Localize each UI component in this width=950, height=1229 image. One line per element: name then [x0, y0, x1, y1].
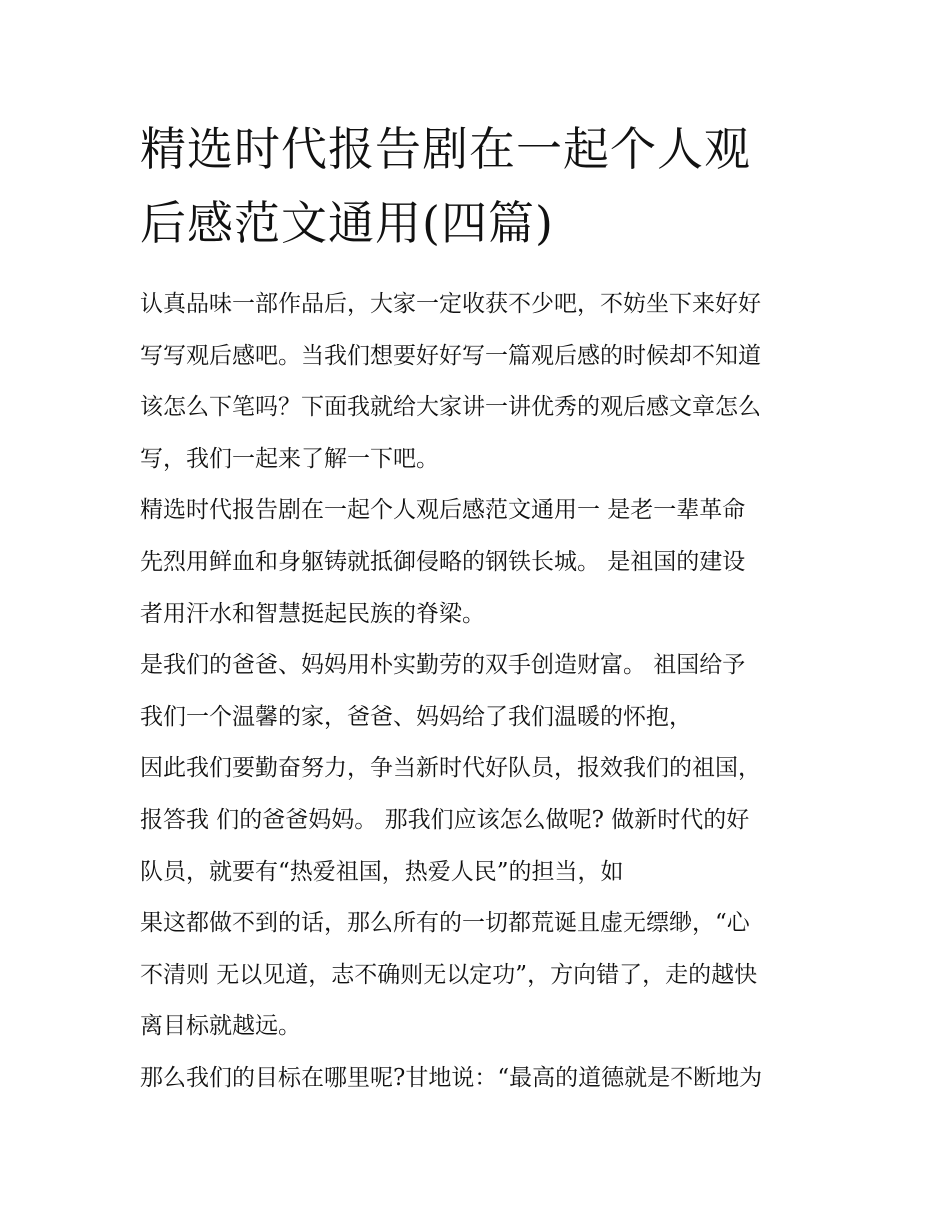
body-line: 因此我们要勤奋努力，争当新时代好队员，报效我们的祖国， [140, 755, 761, 782]
document-title [140, 112, 820, 260]
body-line: 写写观后感吧。当我们想要好好写一篇观后感的时候却不知道 [140, 342, 761, 369]
body-line: 写，我们一起来了解一下吧。 [140, 445, 439, 472]
body-line: 认真品味一部作品后，大家一定收获不少吧，不妨坐下来好好 [140, 291, 761, 317]
body-line: 精选时代报告剧在一起个人观后感范文通用一 是老一辈革命 [140, 497, 746, 524]
title-line: 后感范文通用(四篇) [140, 196, 554, 250]
document-body [140, 279, 820, 1105]
body-line: 队员，就要有“热爱祖国，热爱人民”的担当，如 [140, 858, 624, 885]
body-line: 离目标就越远。 [140, 1013, 301, 1040]
body-line: 果这都做不到的话，那么所有的一切都荒诞且虚无缥缈，“心 [140, 910, 750, 937]
body-line: 者用汗水和智慧挺起民族的脊梁。 [140, 600, 485, 627]
body-line: 先烈用鲜血和身躯铸就抵御侵略的钢铁长城。 是祖国的建设 [140, 548, 746, 575]
body-line: 我们一个温馨的家，爸爸、妈妈给了我们温暖的怀抱， [140, 703, 692, 730]
title-line: 精选时代报告剧在一起个人观 [140, 122, 751, 176]
body-line: 是我们的爸爸、妈妈用朴实勤劳的双手创造财富。 祖国给予 [140, 652, 746, 679]
body-line: 那么我们的目标在哪里呢?甘地说：“最高的道德就是不断地为 [140, 1064, 763, 1091]
body-line: 不清则 无以见道，志不确则无以定功”，方向错了，走的越快 [140, 961, 758, 988]
body-line: 报答我 们的爸爸妈妈。 那我们应该怎么做呢? 做新时代的好 [140, 806, 750, 833]
body-line: 该怎么下笔吗？下面我就给大家讲一讲优秀的观后感文章怎么 [140, 394, 761, 421]
